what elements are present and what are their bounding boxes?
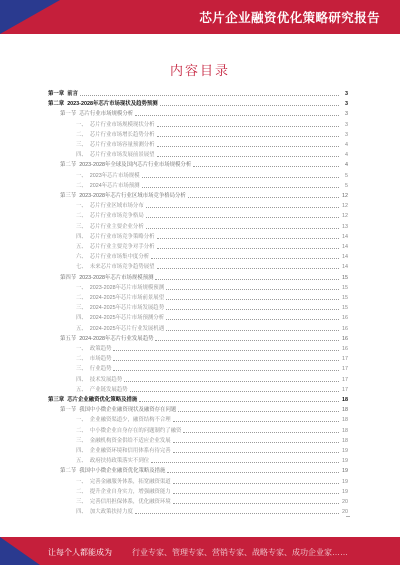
toc-leader-dots [193,166,339,167]
toc-entry-number: 四、 [76,509,87,516]
toc-leader-dots [173,503,339,504]
toc-leader-dots [142,187,339,188]
toc-page-number: 19 [342,488,348,495]
toc-page-number: 19 [342,478,348,485]
toc-leader-dots [157,146,340,147]
toc-leader-dots [166,309,339,310]
toc-entry-number: 四、 [76,315,87,322]
toc-page-number: 12 [342,203,348,210]
footer-slogan: 让每个人都能成为 [48,548,112,557]
toc-page-number: 20 [342,509,348,516]
toc-page-number: 3 [345,91,348,97]
toc-page-number: 20 [342,499,348,505]
toc-entry-number: 第一节 [60,407,77,414]
toc-leader-dots [146,217,339,218]
toc-leader-dots [173,452,339,453]
toc-entry[interactable] [48,100,348,107]
toc-page-number: 3 [345,101,348,108]
toc-entry-title: 芯片行业市场竞争策略分析 [89,233,155,240]
toc-entry-number: 一、 [76,346,87,352]
toc-page-number: 19 [342,458,348,465]
bottom-accent [0,537,40,565]
toc-entry[interactable] [76,365,348,372]
toc-entry[interactable] [48,396,348,403]
toc-entry-number: 二、 [76,356,87,363]
toc-entry-number: 四、 [76,233,87,240]
toc-entry-number: 四、 [76,376,87,383]
toc-leader-dots [183,432,339,433]
toc-leader-dots [151,258,339,259]
toc-leader-dots [135,115,339,116]
toc-entry-number: 四、 [76,448,87,454]
toc-entry-number: 第三节 [60,193,77,199]
toc-entry[interactable] [76,233,348,240]
toc-leader-dots [166,319,339,320]
toc-entry-number: 第二节 [60,162,77,169]
toc-entry-number: 第五节 [60,335,77,342]
toc-page-number: 15 [342,274,348,281]
toc-entry[interactable] [76,172,348,179]
toc-entry[interactable] [76,386,348,393]
toc-leader-dots [157,136,340,137]
toc-page-number: 3 [345,121,348,128]
toc-entry-title: 政府扶持政策落实不到位 [89,458,150,465]
toc-entry[interactable] [76,447,348,454]
toc-leader-dots [188,197,339,198]
toc-entry-title: 2024年芯片市场预测 [89,182,140,189]
toc-entry-title: 芯片行业市场容量预测分析 [89,142,155,148]
toc-entry[interactable] [76,141,348,148]
toc-leader-dots [113,370,339,371]
toc-entry-title: 芯片行业市场竞争格局 [89,213,144,220]
toc-leader-dots [146,228,339,229]
toc-leader-dots [173,493,339,494]
toc-entry-number: 五、 [76,244,87,250]
toc-entry-number: 五、 [76,458,87,465]
toc-entry[interactable] [76,457,348,464]
toc-page-number: 18 [342,397,348,403]
toc-entry-number: 二、 [76,182,87,189]
toc-entry-title: 中小微企业自身存在的问题制约了融资 [89,427,182,434]
toc-entry[interactable] [48,90,348,97]
toc-entry-number: 一、 [76,203,87,210]
toc-entry-number: 七、 [76,264,87,271]
toc-entry-number: 第二节 [60,468,77,475]
toc-entry-number: 二、 [76,295,87,301]
report-title: 芯片企业融资优化策略研究报告 [199,11,380,25]
toc-entry[interactable] [76,478,348,485]
toc-leader-dots [166,299,339,300]
toc-page-number: 17 [342,356,348,363]
toc-entry-number: 二、 [76,488,87,495]
toc-entry-title: 前言 [67,91,78,97]
toc-entry-title: 芯片行业市场规模分析 [79,111,134,118]
toc-leader-dots [113,360,339,361]
toc-leader-dots [173,421,339,422]
toc-entry[interactable] [76,325,348,332]
toc-entry-number: 第三章 [48,397,65,403]
toc-entry[interactable] [76,284,348,291]
toc-entry[interactable] [76,304,348,311]
toc-page-number: 3 [345,131,348,138]
toc-entry-title: 企业融资环境和信用体系有待完善 [89,448,171,454]
toc-page-number: 12 [342,213,348,220]
toc-entry-number: 一、 [76,478,87,485]
toc-page-number: 18 [342,407,348,414]
toc-entry-number: 一、 [76,417,87,424]
toc-leader-dots [167,472,339,473]
toc-page-number: 16 [342,346,348,352]
toc-page-number: 4 [345,152,348,159]
toc-entry[interactable] [76,223,348,230]
toc-entry[interactable] [76,243,348,250]
toc-entry-title: 芯片行业市场集中度分析 [89,254,150,261]
toc-entry[interactable] [76,355,348,362]
toc-entry-title: 提升企业自身实力，增强融资能力 [89,488,171,495]
toc-entry-number: 第四节 [60,274,77,281]
toc-leader-dots [166,330,339,331]
bottom-banner [0,537,400,565]
toc-entry[interactable] [76,376,348,383]
toc-entry-number: 三、 [76,366,87,373]
toc-leader-dots [142,177,339,178]
toc-entry-title: 芯片行业主要企业分析 [89,223,144,230]
toc-page-number: 15 [342,284,348,291]
toc-entry[interactable] [60,406,348,413]
toc-entry[interactable] [76,263,348,270]
toc-leader-dots [178,411,339,412]
toc-page-number: 17 [342,386,348,393]
toc-entry-title: 企业融资渠道少，融资结构不合理 [89,417,171,424]
toc-entry-number: 第一章 [48,91,65,97]
toc-entry[interactable] [76,416,348,423]
toc-entry-number: 五、 [76,325,87,332]
toc-leader-dots [155,340,339,341]
toc-entry-title: 芯片企业融资优化策略及措施 [67,397,138,403]
toc-entry-number: 第二章 [48,101,65,108]
toc-entry-number: 二、 [76,213,87,220]
toc-entry-title: 金融机构资金供给不适应企业发展 [89,437,171,444]
toc-entry[interactable] [76,212,348,219]
toc-leader-dots [135,513,339,514]
toc-entry-number: 三、 [76,437,87,444]
toc-heading: 内容目录 [169,63,230,78]
toc-page-number: 14 [342,264,348,271]
toc-leader-dots [157,238,340,239]
toc-entry-title: 2023年芯片市场规模 [89,172,140,179]
toc-entry[interactable] [76,488,348,495]
toc-page-number: 16 [342,325,348,332]
toc-page-number: 13 [342,223,348,230]
toc-entry[interactable] [76,508,348,515]
toc-entry[interactable] [76,182,348,189]
toc-leader-dots [124,381,339,382]
toc-leader-dots [173,483,339,484]
toc-entry-title: 我国中小微企业融资现状及融资存在问题 [79,407,177,414]
toc-entry[interactable] [76,131,348,138]
toc-entry-number: 二、 [76,131,87,138]
toc-entry-title: 2023-2028年芯片市场规模预测 [89,284,165,291]
toc-entry-title: 2023-2028年芯片市场规模预测 [79,274,154,281]
toc-entry[interactable] [76,121,348,128]
toc-leader-dots [157,248,340,249]
toc-entry-number: 五、 [76,386,87,393]
toc-entry-number: 三、 [76,499,87,505]
toc-page-number: 14 [342,254,348,261]
top-banner [0,0,400,34]
toc-entry[interactable] [60,192,348,199]
toc-entry-title: 产业链发展趋势 [89,386,128,393]
toc-page-number: 5 [345,182,348,189]
toc-entry-title: 2024-2028年芯片行业发展趋势 [79,335,154,342]
toc-entry[interactable] [60,467,348,474]
toc-page-number: 14 [342,233,348,240]
toc-page-number: 17 [342,366,348,373]
toc-entry[interactable] [76,345,348,352]
toc-entry-title: 未来芯片市场竞争趋势展望 [89,264,155,271]
page-marker [346,516,350,517]
toc-entry-title: 芯片行业主要竞争对手分析 [89,244,155,250]
toc-leader-dots [139,401,339,402]
toc-entry-title: 2023-2028年芯片行业区域市场竞争格局分析 [79,193,186,199]
toc-page-number: 5 [345,172,348,179]
toc-page-number: 17 [342,376,348,383]
toc-entry-title: 市场趋势 [89,356,112,363]
toc-leader-dots [166,289,339,290]
toc-leader-dots [160,105,339,106]
toc-page-number: 4 [345,142,348,148]
toc-page-number: 19 [342,468,348,475]
toc-leader-dots [146,207,339,208]
toc-entry-title: 2024-2025年芯片市场前景展望 [89,295,165,301]
banner-accent [0,0,60,34]
toc-entry-title: 2024-2025年芯片市场预测分析 [89,315,165,322]
toc-leader-dots [130,391,339,392]
toc-entry-title: 芯片行业市场规模现状分析 [89,121,155,128]
toc-entry-title: 芯片行业市场增长趋势分析 [89,131,155,138]
toc-entry[interactable] [76,253,348,260]
toc-entry-title: 我国中小微企业融资优化策略及措施 [79,468,166,475]
toc-entry[interactable] [76,202,348,209]
toc-page-number: 18 [342,427,348,434]
toc-entry[interactable] [76,437,348,444]
toc-page-number: 16 [342,315,348,322]
toc-entry-title: 加大政策扶持力度 [89,509,133,516]
toc-entry-title: 芯片行业区域市场分布 [89,203,144,210]
toc-leader-dots [157,156,340,157]
toc-entry[interactable] [76,294,348,301]
toc-page-number: 15 [342,305,348,312]
toc-entry-title: 2023-2028年全球及国内芯片行业市场规模分析 [79,162,192,169]
toc-page-number: 12 [342,193,348,199]
toc-entry[interactable] [76,498,348,505]
toc-entry-title: 行业趋势 [89,366,112,373]
toc-entry-title: 芯片行业市场发展前景展望 [89,152,155,159]
toc-entry[interactable] [76,427,348,434]
toc-leader-dots [157,126,340,127]
toc-entry-number: 三、 [76,142,87,148]
toc-leader-dots [151,462,339,463]
toc-entry[interactable] [76,151,348,158]
toc-entry-number: 三、 [76,223,87,230]
toc-entry-number: 三、 [76,305,87,312]
toc-entry-title: 2024-2025年芯片市场发展趋势 [89,305,165,312]
toc-page-number: 14 [342,244,348,250]
toc-entry-number: 第一节 [60,111,77,118]
toc-page-number: 18 [342,437,348,444]
toc-entry-title: 技术发展趋势 [89,376,123,383]
toc-entry-title: 2024-2025年芯片行业发展机遇 [89,325,165,332]
toc-entry-number: 一、 [76,284,87,291]
toc-entry-number: 一、 [76,121,87,128]
toc-page-number: 19 [342,448,348,454]
toc-entry[interactable] [60,274,348,281]
toc-entry-title: 完善信用担保体系，优化融资环境 [89,499,171,505]
toc-entry-number: 二、 [76,427,87,434]
toc-entry-title: 政策趋势 [89,346,112,352]
toc-entry-title: 2023-2028年芯片市场现状及趋势预测 [67,101,158,108]
toc-leader-dots [113,350,339,351]
toc-entry-title: 完善金融服务体系，拓宽融资渠道 [89,478,171,485]
toc-page-number: 16 [342,335,348,342]
toc-page-number: 15 [342,295,348,301]
toc-page-number: 4 [345,162,348,169]
toc-leader-dots [155,279,339,280]
toc-entry-number: 四、 [76,152,87,159]
toc-leader-dots [157,268,340,269]
toc-entry-number: 一、 [76,172,87,179]
toc-entry-number: 六、 [76,254,87,261]
toc-entry[interactable] [60,110,348,117]
toc-entry[interactable] [60,335,348,342]
toc-page-number: 18 [342,417,348,424]
toc-leader-dots [80,95,339,96]
toc-entry[interactable] [76,314,348,321]
footer-tags: 行业专家、管理专家、营销专家、战略专家、成功企业家…… [132,548,348,557]
toc-entry[interactable] [60,161,348,168]
toc-leader-dots [173,442,339,443]
toc-page-number: 3 [345,111,348,118]
